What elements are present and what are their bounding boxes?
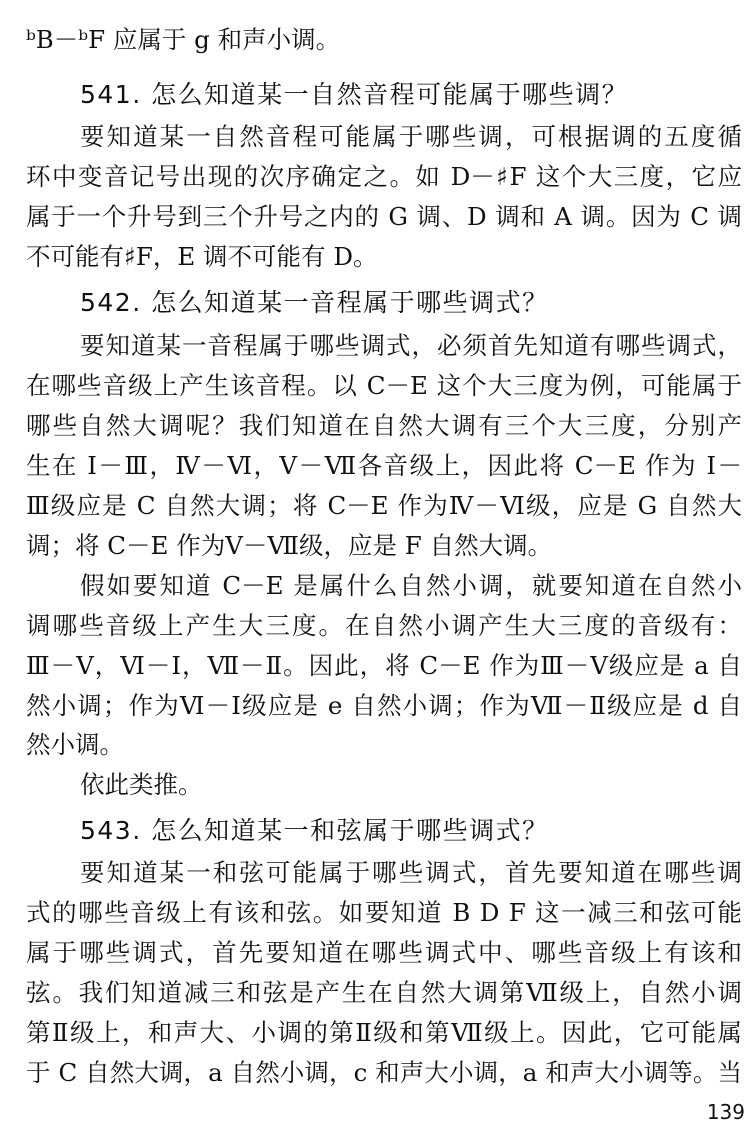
- paragraph-542-line-5: Ⅲ级应是 C 自然大调；将 C－E 作为Ⅳ－Ⅵ级，应是 G 自然大: [26, 490, 742, 520]
- paragraph-minor-line-2: 调哪些音级上产生大三度。在自然小调产生大三度的音级有：: [26, 610, 742, 640]
- paragraph-541-line-4: 不可能有♯F，E 调不可能有 D。: [26, 242, 378, 272]
- paragraph-541-line-3: 属于一个升号到三个升号之内的 G 调、D 调和 A 调。因为 C 调: [26, 202, 742, 232]
- page-number: 139: [706, 1100, 745, 1124]
- paragraph-543-line-6: 于 C 自然大调，a 自然小调，c 和声大小调，a 和声大小调等。当: [26, 1058, 742, 1088]
- paragraph-542-line-6: 调；将 C－E 作为Ⅴ－Ⅶ级，应是 F 自然大调。: [26, 530, 553, 560]
- paragraph-minor-line-3: Ⅲ－Ⅴ，Ⅵ－Ⅰ，Ⅶ－Ⅱ。因此，将 C－E 作为Ⅲ－Ⅴ级应是 a 自: [26, 650, 742, 680]
- question-heading-541: 541. 怎么知道某一自然音程可能属于哪些调？: [80, 79, 629, 109]
- paragraph-minor-line-4: 然小调；作为Ⅵ－Ⅰ级应是 e 自然小调；作为Ⅶ－Ⅱ级应是 d 自: [26, 690, 742, 720]
- paragraph-543-line-5: 第Ⅱ级上，和声大、小调的第Ⅱ级和第Ⅶ级上。因此，它可能属: [26, 1018, 742, 1048]
- paragraph-542-line-3: 哪些自然大调呢？我们知道在自然大调有三个大三度，分别产: [26, 410, 742, 440]
- paragraph-541-line-2: 环中变音记号出现的次序确定之。如 D－♯F 这个大三度，它应: [26, 162, 742, 192]
- paragraph-minor-line-1: 假如要知道 C－E 是属什么自然小调，就要知道在自然小: [80, 570, 742, 600]
- paragraph-543-line-1: 要知道某一和弦可能属于哪些调式，首先要知道在哪些调: [80, 858, 742, 888]
- paragraph-541-line-1: 要知道某一自然音程可能属于哪些调，可根据调的五度循: [80, 122, 742, 152]
- paragraph-542-line-1: 要知道某一音程属于哪些调式，必须首先知道有哪些调式，: [80, 330, 742, 360]
- paragraph-542-line-2: 在哪些音级上产生该音程。以 C－E 这个大三度为例，可能属于: [26, 370, 742, 400]
- question-heading-542: 542. 怎么知道某一音程属于哪些调式？: [80, 288, 549, 318]
- paragraph-etc: 依此类推。: [80, 770, 203, 800]
- paragraph-542-line-4: 生在 Ⅰ－Ⅲ，Ⅳ－Ⅵ，Ⅴ－Ⅶ各音级上，因此将 C－E 作为 Ⅰ－: [26, 450, 742, 480]
- paragraph-543-line-4: 弦。我们知道减三和弦是产生在自然大调第Ⅶ级上，自然小调: [26, 978, 742, 1008]
- paragraph-543-line-3: 属于哪些调式，首先要知道在哪些调式中、哪些音级上有该和: [26, 938, 742, 968]
- paragraph-minor-line-5: 然小调。: [26, 730, 124, 760]
- question-heading-543: 543. 怎么知道某一和弦属于哪些调式？: [80, 815, 549, 845]
- paragraph-543-line-2: 式的哪些音级上有该和弦。如要知道 B D F 这一减三和弦可能: [26, 898, 742, 928]
- continuation-line: ᵇB－ᵇF 应属于 g 和声小调。: [26, 25, 341, 54]
